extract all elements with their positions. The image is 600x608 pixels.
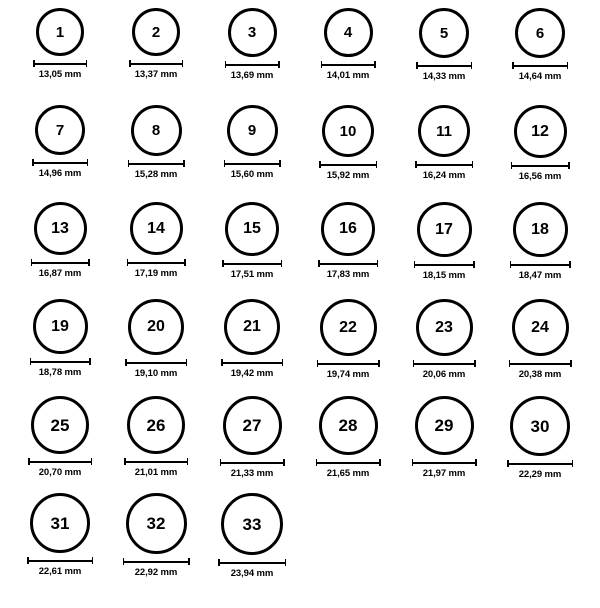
ring-size-number: 27	[242, 416, 262, 435]
diameter-measure	[510, 261, 571, 281]
diameter-label: 19,74 mm	[326, 369, 370, 380]
diameter-label: 13,05 mm	[38, 69, 82, 80]
diameter-measure	[415, 161, 473, 181]
diameter-measure	[128, 160, 185, 180]
diameter-measure	[509, 360, 572, 380]
diameter-measure	[218, 559, 286, 579]
caliper-icon	[416, 62, 472, 69]
ring-size-cell	[396, 202, 492, 299]
caliper-icon	[123, 558, 190, 565]
diameter-label: 22,61 mm	[38, 566, 82, 577]
ring-circle	[319, 396, 378, 455]
diameter-measure	[321, 61, 376, 81]
ring-size-number: 19	[51, 317, 69, 335]
ring-size-cell	[12, 299, 108, 396]
diameter-measure	[221, 359, 283, 379]
caliper-icon	[31, 259, 90, 266]
diameter-label: 19,10 mm	[134, 368, 178, 379]
ring-size-cell	[12, 202, 108, 299]
ring-size-number: 22	[339, 318, 357, 336]
diameter-label: 14,96 mm	[38, 168, 82, 179]
diameter-label: 14,01 mm	[326, 70, 370, 81]
diameter-measure	[28, 458, 92, 478]
ring-size-number: 7	[55, 121, 65, 139]
diameter-measure	[123, 558, 190, 578]
ring-circle	[127, 396, 185, 454]
diameter-label: 22,92 mm	[134, 567, 178, 578]
ring-size-number: 2	[151, 23, 161, 41]
caliper-icon	[507, 460, 573, 467]
caliper-icon	[225, 61, 280, 68]
diameter-measure	[125, 359, 187, 379]
ring-size-number: 9	[247, 122, 257, 139]
ring-size-number: 33	[242, 514, 262, 534]
caliper-icon	[27, 557, 93, 564]
ring-size-cell	[300, 8, 396, 105]
ring-circle	[131, 105, 182, 156]
diameter-measure	[31, 259, 90, 279]
ring-size-number: 3	[247, 24, 257, 41]
diameter-measure	[224, 160, 281, 180]
caliper-icon	[127, 259, 186, 266]
diameter-measure	[32, 159, 88, 179]
ring-size-cell	[492, 396, 588, 493]
ring-size-number: 26	[146, 415, 166, 435]
caliper-icon	[222, 260, 282, 267]
diameter-label: 23,94 mm	[230, 568, 274, 579]
ring-size-number: 30	[530, 416, 550, 436]
ring-size-cell	[108, 8, 204, 105]
ring-circle	[31, 396, 89, 454]
ring-size-number: 20	[147, 318, 165, 335]
diameter-label: 21,97 mm	[422, 468, 466, 479]
diameter-measure	[318, 260, 378, 280]
caliper-icon	[124, 458, 188, 465]
ring-size-number: 13	[51, 219, 69, 237]
diameter-measure	[27, 557, 93, 577]
ring-size-cell	[396, 396, 492, 493]
ring-circle	[417, 202, 472, 257]
ring-circle	[33, 299, 88, 354]
ring-size-number: 5	[439, 24, 449, 42]
diameter-measure	[507, 460, 573, 480]
caliper-icon	[129, 60, 183, 67]
ring-size-cell	[492, 202, 588, 299]
caliper-icon	[221, 359, 283, 366]
diameter-label: 15,60 mm	[230, 169, 274, 180]
ring-size-number: 25	[50, 415, 70, 435]
ring-size-number: 4	[343, 24, 353, 41]
ring-circle	[225, 202, 279, 256]
ring-size-number: 11	[436, 122, 452, 140]
diameter-label: 14,33 mm	[422, 71, 466, 82]
ring-size-number: 28	[338, 416, 358, 435]
ring-size-cell	[108, 299, 204, 396]
diameter-label: 16,56 mm	[518, 171, 562, 182]
ring-size-chart	[0, 8, 600, 608]
ring-size-cell	[300, 299, 396, 396]
caliper-icon	[32, 159, 88, 166]
caliper-icon	[512, 62, 568, 69]
caliper-icon	[510, 261, 571, 268]
ring-size-cell	[12, 493, 108, 590]
diameter-label: 18,15 mm	[422, 270, 466, 281]
ring-size-cell	[396, 8, 492, 105]
ring-circle	[223, 396, 282, 455]
diameter-label: 20,38 mm	[518, 369, 562, 380]
ring-size-number: 23	[435, 318, 453, 336]
ring-circle	[416, 299, 473, 356]
diameter-label: 17,83 mm	[326, 269, 370, 280]
ring-size-cell	[492, 299, 588, 396]
diameter-label: 20,06 mm	[422, 369, 466, 380]
diameter-label: 19,42 mm	[230, 368, 274, 379]
ring-size-number: 18	[531, 220, 549, 238]
diameter-measure	[127, 259, 186, 279]
diameter-label: 16,24 mm	[422, 170, 466, 181]
ring-size-number: 16	[339, 220, 357, 237]
diameter-measure	[316, 459, 381, 479]
diameter-measure	[33, 60, 87, 80]
ring-circle	[418, 105, 470, 157]
caliper-icon	[415, 161, 473, 168]
diameter-measure	[512, 62, 568, 82]
caliper-icon	[33, 60, 87, 67]
ring-size-cell	[204, 493, 300, 590]
diameter-label: 16,87 mm	[38, 268, 82, 279]
diameter-label: 21,01 mm	[134, 467, 178, 478]
diameter-measure	[317, 360, 380, 380]
diameter-measure	[413, 360, 476, 380]
ring-circle	[321, 202, 375, 256]
caliper-icon	[316, 459, 381, 466]
caliper-icon	[125, 359, 187, 366]
diameter-label: 20,70 mm	[38, 467, 82, 478]
ring-size-cell	[300, 202, 396, 299]
ring-size-number: 21	[243, 318, 261, 335]
ring-size-number: 17	[435, 220, 453, 238]
ring-size-cell	[300, 396, 396, 493]
ring-circle	[36, 8, 84, 56]
ring-size-cell	[492, 8, 588, 105]
ring-size-cell	[396, 105, 492, 202]
ring-circle	[126, 493, 187, 554]
caliper-icon	[220, 459, 285, 466]
ring-size-cell	[108, 493, 204, 590]
diameter-measure	[30, 358, 91, 378]
diameter-label: 15,92 mm	[326, 170, 370, 181]
ring-circle	[419, 8, 469, 58]
ring-circle	[320, 299, 377, 356]
ring-circle	[228, 8, 277, 57]
diameter-measure	[222, 260, 282, 280]
ring-size-cell	[204, 299, 300, 396]
ring-size-number: 29	[434, 416, 454, 435]
ring-circle	[35, 105, 85, 155]
caliper-icon	[28, 458, 92, 465]
ring-circle	[322, 105, 374, 157]
diameter-measure	[412, 459, 477, 479]
diameter-label: 18,78 mm	[38, 367, 82, 378]
ring-size-number: 32	[146, 514, 166, 533]
diameter-label: 13,37 mm	[134, 69, 178, 80]
caliper-icon	[30, 358, 91, 365]
ring-size-cell	[12, 8, 108, 105]
diameter-measure	[511, 162, 570, 182]
ring-circle	[513, 202, 568, 257]
ring-circle	[221, 493, 283, 555]
ring-size-cell	[108, 105, 204, 202]
caliper-icon	[414, 261, 475, 268]
ring-size-cell	[12, 396, 108, 493]
diameter-label: 13,69 mm	[230, 70, 274, 81]
diameter-label: 18,47 mm	[518, 270, 562, 281]
diameter-measure	[319, 161, 377, 181]
ring-size-number: 15	[243, 220, 261, 237]
ring-circle	[132, 8, 180, 56]
ring-size-grid	[12, 8, 588, 590]
ring-circle	[514, 105, 567, 158]
diameter-label: 22,29 mm	[518, 469, 562, 480]
ring-size-number: 14	[147, 219, 165, 237]
ring-circle	[130, 202, 183, 255]
ring-size-cell	[204, 8, 300, 105]
caliper-icon	[321, 61, 376, 68]
ring-size-cell	[108, 396, 204, 493]
ring-circle	[510, 396, 570, 456]
caliper-icon	[412, 459, 477, 466]
diameter-measure	[416, 62, 472, 82]
ring-size-cell	[204, 396, 300, 493]
caliper-icon	[319, 161, 377, 168]
ring-circle	[34, 202, 87, 255]
ring-circle	[30, 493, 90, 553]
diameter-label: 14,64 mm	[518, 71, 562, 82]
diameter-label: 21,33 mm	[230, 468, 274, 479]
ring-size-cell	[204, 202, 300, 299]
ring-circle	[227, 105, 278, 156]
ring-size-number: 10	[339, 122, 357, 140]
caliper-icon	[317, 360, 380, 367]
ring-size-number: 8	[151, 122, 161, 139]
ring-size-number: 31	[50, 513, 70, 533]
ring-size-number: 6	[535, 24, 545, 42]
diameter-measure	[225, 61, 280, 81]
caliper-icon	[509, 360, 572, 367]
diameter-label: 21,65 mm	[326, 468, 370, 479]
diameter-label: 17,19 mm	[134, 268, 178, 279]
ring-size-cell	[300, 105, 396, 202]
ring-circle	[415, 396, 474, 455]
ring-size-cell	[492, 105, 588, 202]
diameter-measure	[220, 459, 285, 479]
ring-size-number: 1	[55, 23, 65, 41]
ring-size-number: 12	[531, 122, 549, 140]
diameter-label: 17,51 mm	[230, 269, 274, 280]
ring-size-cell	[12, 105, 108, 202]
ring-size-cell	[108, 202, 204, 299]
diameter-measure	[124, 458, 188, 478]
ring-circle	[128, 299, 184, 355]
ring-size-cell	[396, 299, 492, 396]
diameter-label: 15,28 mm	[134, 169, 178, 180]
caliper-icon	[318, 260, 378, 267]
ring-circle	[324, 8, 373, 57]
ring-circle	[512, 299, 569, 356]
caliper-icon	[511, 162, 570, 169]
ring-circle	[224, 299, 280, 355]
diameter-measure	[414, 261, 475, 281]
caliper-icon	[224, 160, 281, 167]
ring-size-number: 24	[531, 318, 549, 336]
caliper-icon	[413, 360, 476, 367]
caliper-icon	[128, 160, 185, 167]
caliper-icon	[218, 559, 286, 566]
ring-circle	[515, 8, 565, 58]
ring-size-cell	[204, 105, 300, 202]
diameter-measure	[129, 60, 183, 80]
